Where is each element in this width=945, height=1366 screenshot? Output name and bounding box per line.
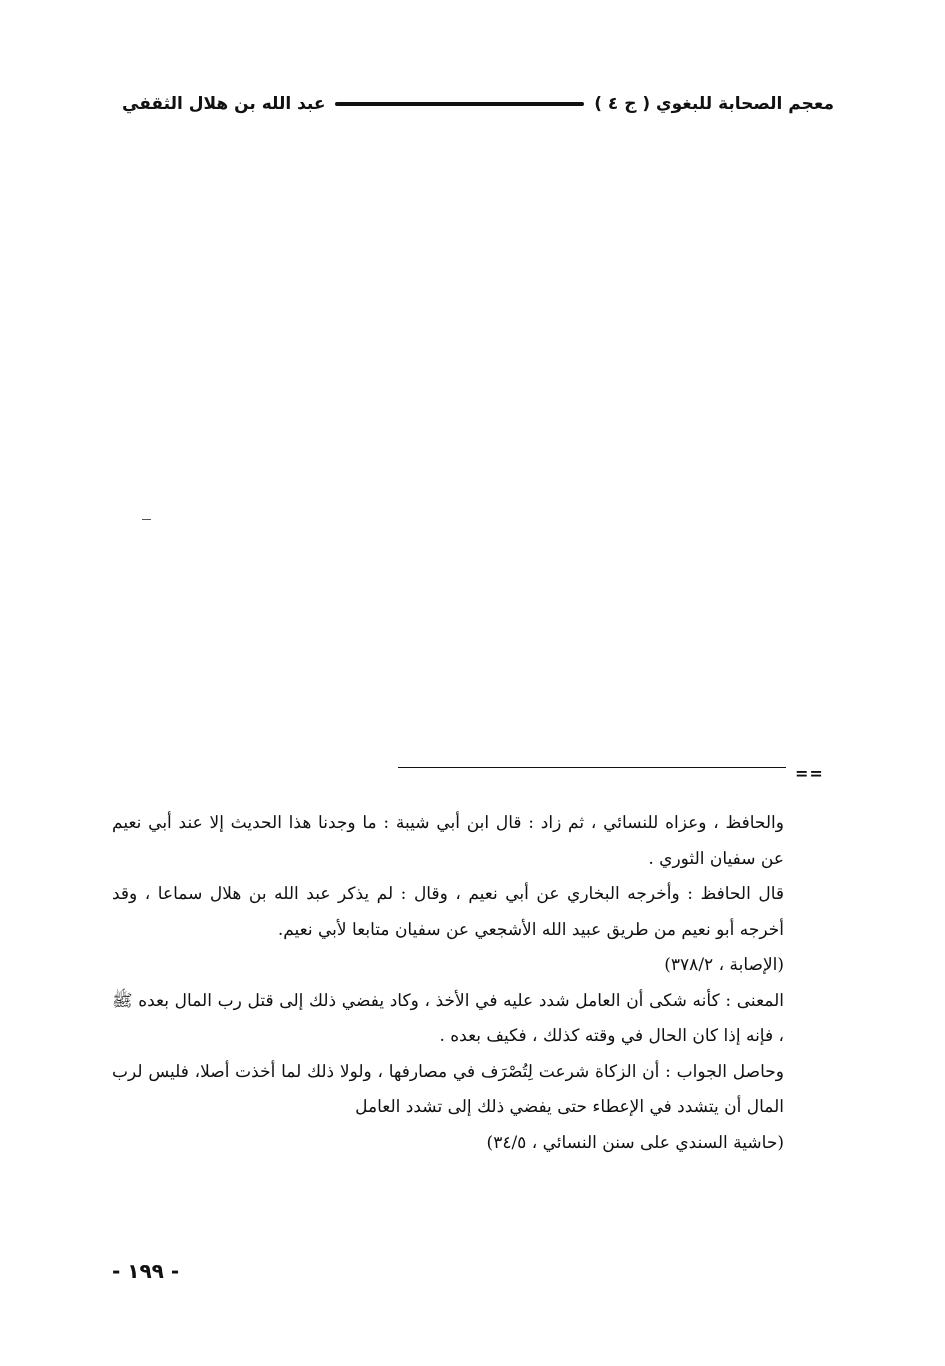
running-header [122,86,834,122]
footnote-paragraph: قال الحافظ : وأخرجه البخاري عن أبي نعيم ، وقال : لم يذكر عبد الله بن هلال سماعا ، وقد أخرجه أبو نعيم من طريق عبيد الله الأشجعي عن سفيان متابعا لأبي نعيم. [112,884,784,940]
section-title: عبد الله بن هلال الثقفي [122,94,326,114]
footnote-citation: (الإصابة ، ٣٧٨/٢) [664,955,784,975]
header-rule [335,102,584,106]
footnote-paragraph: وحاصل الجواب : أن الزكاة شرعت لِتُصْرَف في مصارفها ، ولولا ذلك لما أخذت أصلا، فليس لرب المال أن يتشدد في الإعطاء حتى يفضي ذلك إلى تشدد العامل [112,1061,784,1117]
footnote-separator [398,767,786,768]
footnotes [112,806,784,1161]
footnote-paragraph: المعنى : كأنه شكى أن العامل شدد عليه في الأخذ ، وكاد يفضي ذلك إلى قتل رب المال بعده ﷺ ، فإنه إذا كان الحال في وقته كذلك ، فكيف بعده . [112,990,784,1046]
footnote-paragraph: والحافظ ، وعزاه للنسائي ، ثم زاد : قال ابن أبي شيبة : ما وجدنا هذا الحديث إلا عند أبي نعيم عن سفيان الثوري . [112,813,784,869]
footnote-marker: == [795,764,824,783]
scan-speck [142,519,151,520]
footnote-citation: (حاشية السندي على سنن النسائي ، ٣٤/٥) [486,1132,784,1153]
page-number: - ١٩٩ - [112,1259,180,1283]
book-title: معجم الصحابة للبغوي ( ج ٤ ) [594,94,834,114]
